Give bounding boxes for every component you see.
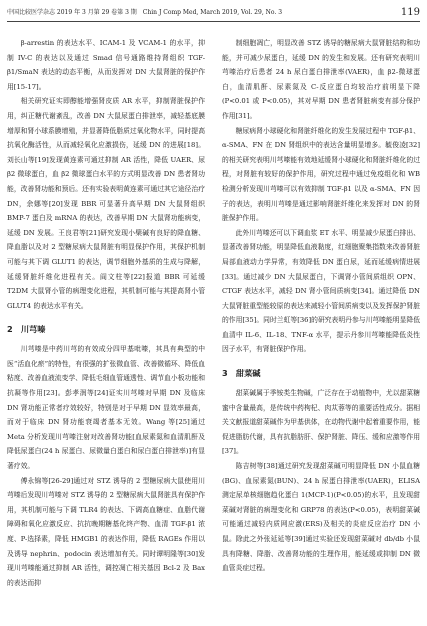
journal-citation: 中国比较医学杂志 2019 年 3 月第 29 卷第 3 期 Chin J Comp Med, March 2019, Vol. 29, No. 3 bbox=[7, 9, 283, 16]
section-heading: 2 川芎嗪 bbox=[7, 324, 46, 335]
paragraph: 甜菜碱属于季铵类生物碱，广泛存在于动植物中，尤以甜菜糖蜜中含量最高，是传统中药枸杞、肉苁蓉等的重要活性成分。据相关文献报道甜菜碱作为甲基供体，在动物代谢中起着重要作用，能促进脂肪代谢，具有抗脂肪肝、保护肾脏、降压、缓和应激等作用[37]。 bbox=[222, 389, 420, 456]
paragraph: 相关研究证实即醇能增强肾皮质 AR 水平，抑制肾脏保护作用，纠正糖代谢紊乱，改善 DN 大鼠尿蛋白排泄率，减轻基底膜增厚和肾小球系膜增殖，并显著降低脂质过氧化物水平，同时提高抗氧化酶活性，从而减轻氧化应激损伤，延缓 DN 的进展[18]。刘长山等[19]发现黄连素可通过抑制 AR 活性，降低 UAER、尿 β2 微球蛋白，血 β2 微球蛋白水平的方式明显改善 DN 患者肾功能，改善肾功能和预后。还有实验表明黄连素可通过其它途径治疗 DN，余娜等[20]发现 BBR 可显著升高早期 DN 大鼠肾组织 BMP-7 蛋白及 mRNA 的表达，改善早期 DN 大鼠肾功能病变，延缓 DN 发展。王良君等[21]研究发现小檗碱有良好的降血糖、降血脂以及对 2 型糖尿病大鼠肾脏有明显保护作用，其保护机制可能与其下调 GLUT1 的表达，调节细胞外基质的生成与降解，延缓肾脏纤维化进程有关。阎文柱等[22]报道 BBR 可延缓 T2DM 大鼠肾小管的病理变化进程，其机制可能与其提高肾小管 GLUT4 的表达水平有关。 bbox=[7, 97, 205, 310]
section-heading: 3 甜菜碱 bbox=[222, 368, 261, 379]
paragraph: 陈吉树等[38]通过研究发现甜菜碱可明显降低 DN 小鼠血糖(BG)、血尿素氮(BUN)、24 h 尿蛋白排泄率(UAER)，ELISA 测定尿单核细胞趋化蛋白 1(MCP-1)(P<0.05)的水平，且发现甜菜碱对肾脏的病理变化和 GRP78 的表达(P<0.05)，表明甜菜碱可能通过减轻内质网应激(ERS)及相关的炎症反应治疗 DN 小鼠。除此之外张延延等[39]通过实验还发现甜菜碱对 db/db 小鼠具有降糖、降脂、改善肾功能的生理作用，能延缓或抑制 DN 微血管炎症过程。 bbox=[222, 462, 420, 573]
left-column bbox=[7, 36, 205, 622]
paragraph: 川芎嗪是中药川芎的有效成分四甲基吡嗪，其具有典型的中医“活血化瘀”的特性，有很强的扩张微血管、改善微循环、降低血粘度、改善血液流变学、降低毛细血管通透性、调节血小板功能和抗凝等作用[23]。彭孝润等[24]证实川芎嗪对早期 DN 及临床 DN 肾功能正常者疗效较好，特别是对于早期 DN 显效率最高，而对于临床 DN 肾功能衰竭者基本无效。Wang 等[25]通过 Meta 分析发现川芎嗪注射对改善肾功能[血尿素氮和血清肌酐及降低尿蛋白(24 h 尿蛋白、尿微量白蛋白和尿白蛋白排泄率)]有显著疗效。 bbox=[7, 345, 205, 471]
paragraph: β-arrestin 的表达水平、ICAM-1 及 VCAM-1 的水平，抑制 IV-C 的表达以及通过 Smad 信号通路维持肾组织 TGF-β1/SmaN 表达的动态平衡，从而发挥对 DN 大鼠肾脏的保护作用[15-17]。 bbox=[7, 39, 205, 91]
paragraph: 制细胞凋亡，明显改善 STZ 诱导的糖尿病大鼠肾脏结构和功能，并可减少尿蛋白，延缓 DN 的发生和发展。还有研究表明川芎嗪治疗后患者 24 h 尿白蛋白排泄率(VAER)，血 β2-微球蛋白，血清肌酐、尿素氮及 C-反应蛋白均较治疗前明显下降(P<0.01 或 P<0.05)，其对早期 DN 患者肾脏病变有部分保护作用[31]。 bbox=[222, 39, 420, 120]
running-header bbox=[7, 7, 420, 22]
page-number: 119 bbox=[400, 7, 420, 18]
right-column bbox=[222, 36, 420, 622]
paragraph: 傅永锦等[26-29]通过对 STZ 诱导的 2 型糖尿病大鼠使用川芎嗪后发现川芎嗪对 STZ 诱导的 2 型糖尿病大鼠肾脏具有保护作用，其机制可能与下调 TLR4 的表达、下调高血糖症、血脂代谢障碍和氧化应激反应、抗抗晚期糖基化终产物、血清 TGF-β1 浓度、P-选择素，降低 HMGB1 的表达作用，降低 RAGEs 作用以及诱导 nephrin、podocin 表达增加有关。同时谭明隆等[30]发现川芎嗪能通过抑制 AR 活性，调控凋亡相关基因 Bcl-2 及 Bax 的表达而抑 bbox=[7, 476, 205, 587]
paragraph: 此外川芎嗪还可以下调血浆 ET 水平、明显减少尿蛋白排出、显著改善肾功能，明显降低血液黏度，红细胞聚集指数来改善肾脏局部血液动力学异常，有效降低 DN 蛋白尿，延而延缓病情进展[33]。通过减少 DN 大鼠尿蛋白，下调肾小管间质组织 OPN、CTGF 表达水平，减轻 DN 肾小管间质病变[34]。通过降低 DN 大鼠肾脏重型能较原的表达来减轻小管间质病变以及发挥保护肾脏的作用[35]。同时兰虹等[36]的研究表明丹参与川芎嗪能明显降低血清中 IL-6、IL-18、TNF-α 水平，提示丹参川芎嗪能降低炎性因子水平，有肾脏保护作用。 bbox=[222, 228, 420, 354]
paragraph: 糖尿病肾小球硬化和肾脏纤维化的发生发展过程中 TGF-β1、α-SMA、FN 在 DN 肾组织中的表达含量明显增多。毓俊凌[32]的相关研究表明川芎嗪能有效地延缓肾小球硬化和肾脏纤维化的过程，对肾脏有较好的保护作用，研究过程中通过免疫组化和 WB 检测分析发现川芎嗪可以有效抑制 TGF-β1 以及 α-SMA、FN 因子的表达，表明川芎嗪是通过影响肾脏纤维化来发挥对 DN 的肾脏保护作用。 bbox=[222, 126, 420, 223]
